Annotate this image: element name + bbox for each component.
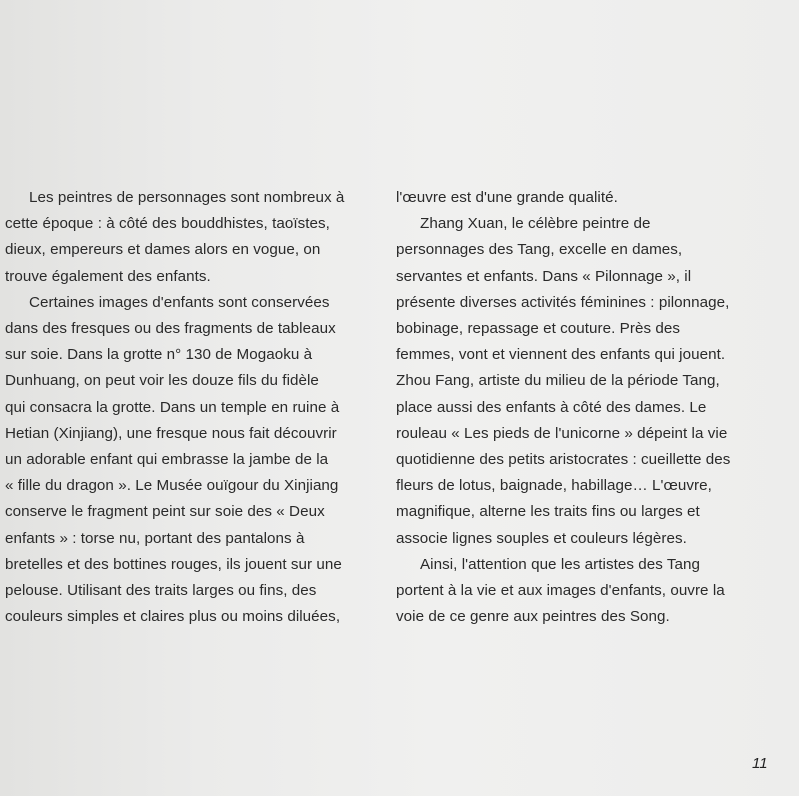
text-line: place aussi des enfants à côté des dames. Le <box>396 398 707 416</box>
text-line: personnages des Tang, excelle en dames, <box>396 241 683 259</box>
text-line: enfants » : torse nu, portant des pantalons à <box>5 529 305 547</box>
text-line: magnifique, alterne les traits fins ou larges et <box>396 503 700 521</box>
text-line: couleurs simples et claires plus ou moins diluées, <box>5 608 341 626</box>
text-line: pelouse. Utilisant des traits larges ou fins, des <box>5 582 317 600</box>
text-line: associe lignes souples et couleurs légères. <box>396 529 687 547</box>
text-line: « fille du dragon ». Le Musée ouïgour du Xinjiang <box>5 477 339 495</box>
text-line: servantes et enfants. Dans « Pilonnage », il <box>396 267 692 285</box>
paragraph <box>5 290 365 631</box>
text-line: présente diverses activités féminines : pilonnage, <box>396 293 730 311</box>
text-line: dans des fresques ou des fragments de tableaux <box>5 320 336 338</box>
text-line: cette époque : à côté des bouddhistes, taoïstes, <box>5 215 330 233</box>
left-text-column <box>5 185 365 630</box>
paragraph <box>396 185 752 211</box>
text-line: Ainsi, l'attention que les artistes des Tang <box>420 555 701 573</box>
text-line: rouleau « Les pieds de l'unicorne » dépeint la vie <box>396 424 728 442</box>
text-line: trouve également des enfants. <box>5 267 211 285</box>
text-line: Dunhuang, on peut voir les douze fils du fidèle <box>5 372 319 390</box>
text-line: Les peintres de personnages sont nombreux à <box>29 189 345 206</box>
text-line: portent à la vie et aux images d'enfants, ouvre la <box>396 582 725 600</box>
text-line: bobinage, repassage et couture. Près des <box>396 320 680 338</box>
text-line: un adorable enfant qui embrasse la jambe de la <box>5 451 329 469</box>
paragraph <box>396 552 752 631</box>
text-line: femmes, vont et viennent des enfants qui jouent. <box>396 346 726 364</box>
right-text-column <box>396 185 752 630</box>
text-line: dieux, empereurs et dames alors en vogue, on <box>5 241 321 259</box>
text-line: voie de ce genre aux peintres des Song. <box>396 608 670 626</box>
text-line: sur soie. Dans la grotte n° 130 de Mogaoku à <box>5 346 313 364</box>
text-line: bretelles et des bottines rouges, ils jouent sur une <box>5 555 342 573</box>
text-line: quotidienne des petits aristocrates : cueillette des <box>396 451 731 469</box>
text-line: Zhang Xuan, le célèbre peintre de <box>420 215 651 233</box>
text-line: conserve le fragment peint sur soie des « Deux <box>5 503 325 521</box>
text-line: fleurs de lotus, baignade, habillage… L'œuvre, <box>396 477 712 495</box>
paragraph <box>5 185 365 290</box>
paragraph <box>396 211 752 552</box>
text-line: Hetian (Xinjiang), une fresque nous fait découvrir <box>5 424 337 442</box>
text-line: l'œuvre est d'une grande qualité. <box>396 189 618 206</box>
text-line: qui consacra la grotte. Dans un temple en ruine à <box>5 398 340 416</box>
text-line: Zhou Fang, artiste du milieu de la période Tang, <box>396 372 720 390</box>
text-line: Certaines images d'enfants sont conservées <box>29 293 330 311</box>
page-number: 11 <box>752 755 768 772</box>
